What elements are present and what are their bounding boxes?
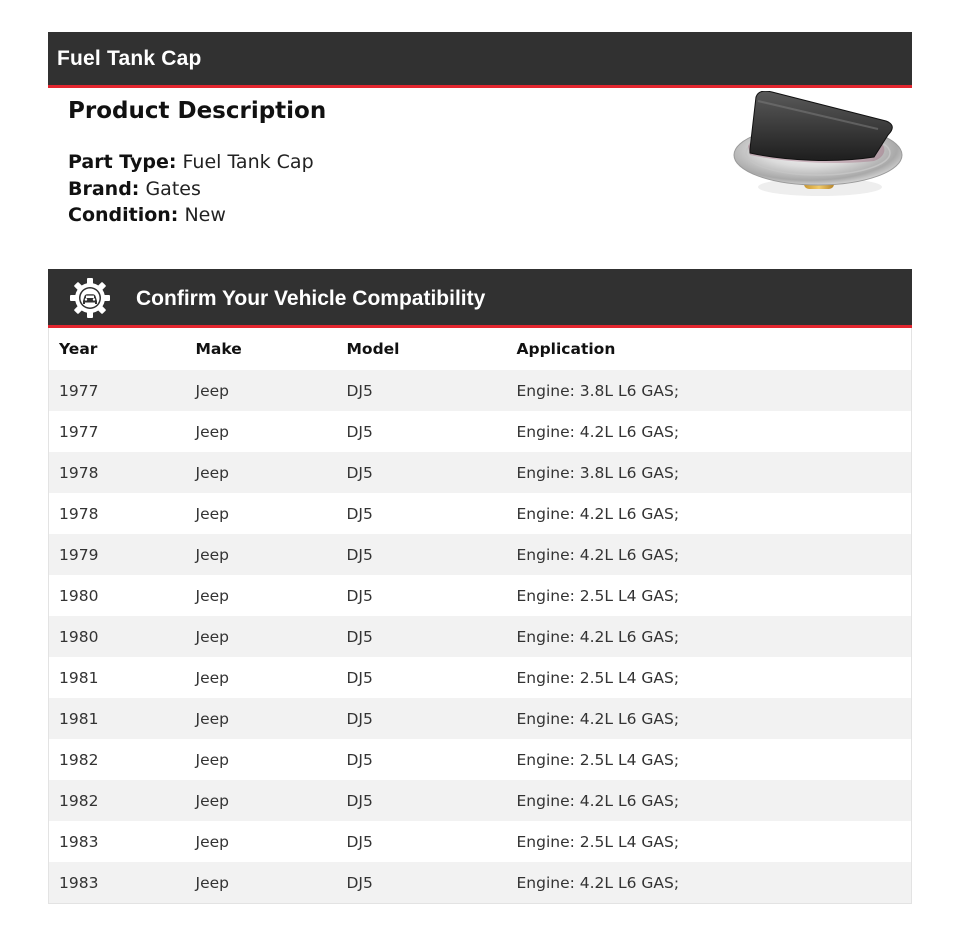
table-row bbox=[49, 657, 912, 698]
cell-make: Jeep bbox=[195, 832, 229, 851]
cell-application: Engine: 2.5L L4 GAS; bbox=[516, 668, 680, 687]
spec-part-type bbox=[68, 149, 314, 176]
cell-year: 1983 bbox=[59, 832, 99, 851]
cell-year: 1982 bbox=[49, 780, 186, 821]
table-row bbox=[49, 534, 912, 575]
compatibility-bar bbox=[48, 269, 912, 328]
cell-make: Jeep bbox=[186, 370, 337, 411]
cell-make: Jeep bbox=[186, 616, 337, 657]
spec-label: Part Type: bbox=[68, 151, 177, 173]
cell-year: 1982 bbox=[59, 750, 99, 769]
table-row bbox=[49, 493, 912, 534]
table-row bbox=[49, 411, 912, 452]
spec-value: Gates bbox=[145, 177, 201, 200]
cell-year: 1978 bbox=[59, 504, 99, 523]
cell-application: Engine: 2.5L L4 GAS; bbox=[516, 750, 680, 769]
column-header-make: Make bbox=[195, 340, 242, 358]
cell-application: Engine: 3.8L L6 GAS; bbox=[507, 370, 912, 411]
cell-make: Jeep bbox=[195, 750, 229, 769]
cell-year: 1983 bbox=[49, 862, 186, 904]
table-row bbox=[49, 575, 912, 616]
cell-application: Engine: 4.2L L6 GAS; bbox=[507, 534, 912, 575]
spec-label: Brand: bbox=[68, 177, 140, 200]
cell-application: Engine: 4.2L L6 GAS; bbox=[516, 422, 680, 441]
cell-model: DJ5 bbox=[346, 504, 373, 523]
cell-make: Jeep bbox=[186, 862, 337, 904]
cell-year: 1981 bbox=[49, 698, 186, 739]
table-row bbox=[49, 370, 912, 411]
table-row bbox=[49, 821, 912, 862]
table-row bbox=[49, 739, 912, 780]
cell-model: DJ5 bbox=[337, 370, 507, 411]
spec-value: New bbox=[184, 204, 226, 226]
cell-year: 1978 bbox=[49, 452, 186, 493]
cell-application: Engine: 4.2L L6 GAS; bbox=[507, 780, 912, 821]
column-header-application: Application bbox=[516, 340, 616, 358]
column-header-year: Year bbox=[59, 340, 98, 358]
product-listing bbox=[48, 32, 912, 904]
cell-application: Engine: 4.2L L6 GAS; bbox=[507, 698, 912, 739]
product-title-bar bbox=[48, 32, 912, 88]
table-row bbox=[49, 698, 912, 739]
column-header-model: Model bbox=[346, 340, 400, 358]
cell-make: Jeep bbox=[195, 586, 229, 605]
cell-model: DJ5 bbox=[337, 452, 507, 493]
cell-model: DJ5 bbox=[346, 750, 373, 769]
table-header-row bbox=[49, 328, 912, 370]
cell-application: Engine: 4.2L L6 GAS; bbox=[516, 504, 680, 523]
cell-make: Jeep bbox=[186, 534, 337, 575]
cell-make: Jeep bbox=[186, 698, 337, 739]
cell-model: DJ5 bbox=[337, 780, 507, 821]
cell-make: Jeep bbox=[195, 422, 229, 441]
gear-car-icon bbox=[69, 277, 111, 319]
cell-make: Jeep bbox=[186, 452, 337, 493]
cell-application: Engine: 2.5L L4 GAS; bbox=[516, 586, 680, 605]
cell-model: DJ5 bbox=[337, 698, 507, 739]
cell-make: Jeep bbox=[186, 780, 337, 821]
cell-model: DJ5 bbox=[337, 616, 507, 657]
fuel-cap-photo bbox=[728, 91, 908, 201]
table-row bbox=[49, 780, 912, 821]
cell-year: 1977 bbox=[49, 370, 186, 411]
cell-application: Engine: 4.2L L6 GAS; bbox=[507, 616, 912, 657]
description-heading: Product Description bbox=[68, 98, 327, 124]
cell-year: 1980 bbox=[49, 616, 186, 657]
cell-make: Jeep bbox=[195, 668, 229, 687]
table-row bbox=[49, 862, 912, 904]
cell-model: DJ5 bbox=[346, 586, 373, 605]
cell-year: 1977 bbox=[59, 422, 99, 441]
spec-label: Condition: bbox=[68, 204, 179, 226]
table-row bbox=[49, 452, 912, 493]
spec-condition bbox=[68, 202, 314, 229]
cell-model: DJ5 bbox=[337, 862, 507, 904]
compatibility-title: Confirm Your Vehicle Compatibility bbox=[136, 287, 486, 310]
cell-model: DJ5 bbox=[346, 668, 373, 687]
spec-brand bbox=[68, 176, 314, 203]
product-description-section bbox=[48, 88, 912, 269]
table-row bbox=[49, 616, 912, 657]
cell-model: DJ5 bbox=[337, 534, 507, 575]
cell-year: 1979 bbox=[49, 534, 186, 575]
cell-model: DJ5 bbox=[346, 832, 373, 851]
cell-year: 1980 bbox=[59, 586, 99, 605]
compatibility-table bbox=[48, 328, 912, 904]
spec-list bbox=[68, 149, 314, 229]
cell-model: DJ5 bbox=[346, 422, 373, 441]
cell-year: 1981 bbox=[59, 668, 99, 687]
cell-application: Engine: 4.2L L6 GAS; bbox=[507, 862, 912, 904]
cell-application: Engine: 3.8L L6 GAS; bbox=[507, 452, 912, 493]
product-title: Fuel Tank Cap bbox=[57, 46, 202, 70]
cell-application: Engine: 2.5L L4 GAS; bbox=[516, 832, 680, 851]
cell-make: Jeep bbox=[195, 504, 229, 523]
spec-value: Fuel Tank Cap bbox=[182, 151, 314, 173]
